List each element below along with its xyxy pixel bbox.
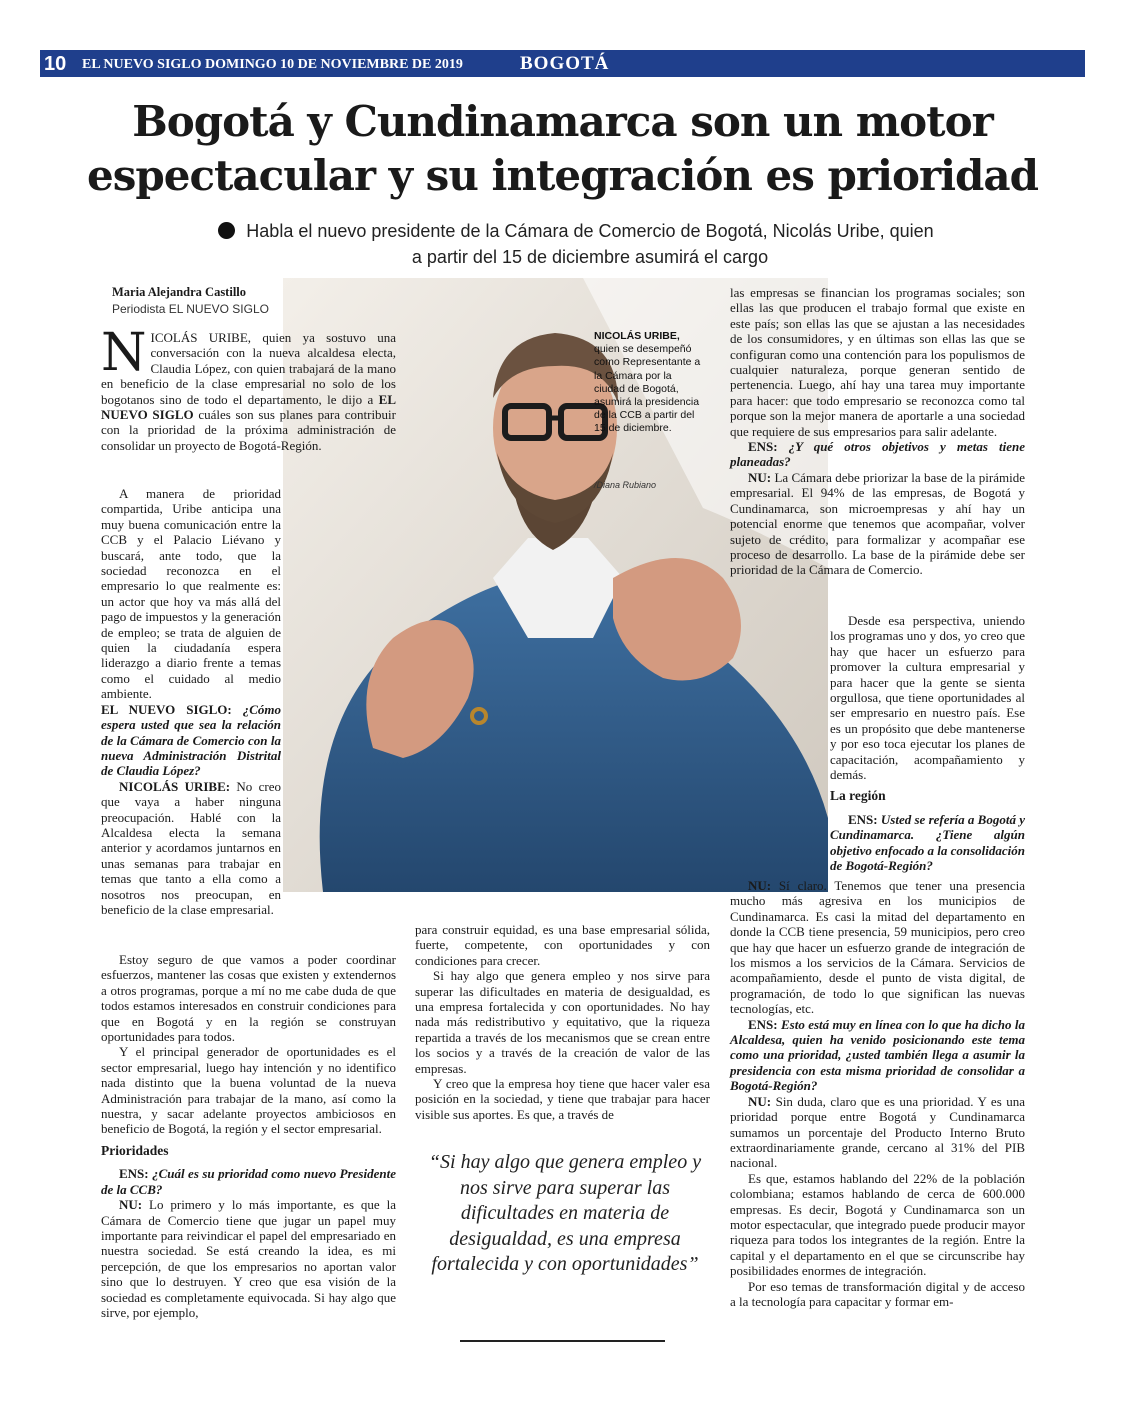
answer-text: Sí claro. Tenemos que tener una presencia mucho más agresiva en los municipios de Cundinamarca. Es casi la mitad del departamento en donde la CCB tiene presencia, 59 municipios, pero creo que hay que hacer un esfuerzo grande de integración de los mismos a los servicios de la Cámara. Servicios de acompañamiento, desde el punto de vista digital, de programación, de todo lo que significan las nuevas tecnologías, etc. [730,878,1025,1017]
question-label: ENS: [748,439,778,455]
question [730,1017,1025,1094]
section-heading: La región [830,788,886,804]
intro-bold: EL NUEVO SIGLO [101,391,396,423]
bullet-icon [218,222,235,239]
paragraph: Es que, estamos hablando del 22% de la población colombiana; estamos hablando de cerca de 600.000 empresas. Es decir, Bogotá y Cundinamarca son un motor espectacular, que integrado puede producir mayor riqueza para todos los integrantes de la región. Entre la capital y el departamento en el que se circunscribe hay posibilidades enormes de integración. [730,1170,1025,1279]
column-2 [415,922,710,1122]
column-1-mid [101,486,281,917]
question-text: Usted se refería a Bogotá y Cundinamarca. ¿Tiene algún objetivo enfocado a la consolidación de Bogotá-Región? [830,811,1025,874]
pull-quote-rule [460,1340,665,1342]
intro-lead: ICOLÁS URIBE, quien ya sostuvo una conversación con la nueva alcaldesa electa, Claudia López, con quien trabajará de la mano en beneficio de la clase empresarial no solo de los bogotanos sino de todo el departamento, le dijo a [101,330,396,407]
answer [101,1197,396,1320]
column-3-mid [830,613,1025,874]
intro-paragraph [101,323,396,453]
paper-dateline: EL NUEVO SIGLO DOMINGO 10 DE NOVIEMBRE DE 2019 [82,57,463,72]
answer-text: No creo que vaya a haber ninguna preocupación. Hablé con la Alcaldesa electa la semana anterior y acordamos juntarnos en unas semanas para trabajar en temas que tanto a ella como a nosotros nos preocupan, en beneficio de la clase empresarial. [101,778,281,917]
paragraph: para construir equidad, es una base empresarial sólida, fuerte, competente, con oportunidades y con condiciones para crecer. [415,922,710,968]
column-1 [101,323,396,453]
pull-quote: “Si hay algo que genera empleo y nos sirve para superar las dificultades en materia de desigualdad, es una empresa fortalecida y con oportunidades” [428,1151,702,1275]
question [830,812,1025,874]
caption-text: quien se desempeñó como Representante a la Cámara por la ciudad de Bogotá, asumirá la presidencia de la CCB a partir del 15 de diciembre. [594,343,701,435]
paragraph: Por eso temas de transformación digital y de acceso a la tecnología para capacitar y formar em- [730,1278,1025,1309]
photo-caption [594,330,704,436]
paragraph: Y creo que la empresa hoy tiene que hacer valer esa posición en la sociedad, y tiene que trabajar para hacer visible sus aportes. Es que, a través de [415,1076,710,1122]
question-label: ENS: [848,811,878,827]
dropcap: N [101,323,147,383]
headline: Bogotá y Cundinamarca son un motor espectacular y su integración es prioridad [86,97,1038,200]
question-text: ¿Y qué otros objetivos y metas tiene planeadas? [730,439,1025,470]
answer-label: NU: [748,469,772,485]
column-3 [730,285,1025,578]
answer [101,779,281,918]
photo-credit: /Diana Rubiano [594,480,657,490]
answer-label: NU: [748,878,772,893]
answer-text: Sin duda, claro que es una prioridad. Y es una prioridad porque entre Bogotá y Cundinamarca sumamos un porcentaje del Producto Interno Bruto extraordinariamente grande, cercano al 31% del PIB nacional. [730,1093,1025,1171]
answer [730,1094,1025,1171]
caption-name: NICOLÁS URIBE, [594,330,680,342]
paragraph: Desde esa perspectiva, uniendo los programas uno y dos, yo creo que hay que hacer un esfuerzo para promover la cultura empresarial y para hacer que la gente se sienta orgullosa, que tiene oportunidades al ser empresario en nuestro país. Ese es un propósito que debe mantenerse y por eso toca ejecutar los planes de capacitación, acompañamiento y demás. [830,613,1025,783]
question-text: Esto está muy en línea con lo que ha dicho la Alcaldesa, quien ha venido posicionando este tema como una prioridad, ¿usted también llega a asumir la presidencia con esta misma prioridad de consolidar a Bogotá-Región? [730,1016,1025,1094]
paragraph: Si hay algo que genera empleo y nos sirve para superar las dificultades en materia de desigualdad, es una empresa fortalecida y con oportunidades. No hay nada más redistributivo y equitativo, que la riqueza repartida a través de los mecanismos que se crean entre los socios y a través de la creación de valor de las empresas. [415,968,710,1076]
answer [730,878,1025,1017]
question-label: ENS: [748,1016,778,1032]
answer-text: Lo primero y lo más importante, es que la Cámara de Comercio tiene que jugar un papel muy importante para reivindicar el papel del empresariado en nuestra sociedad. Se está creando la idea, es mi percepción, de que los empresarios no aportan valor sino que lo destruyen. Y creo que esa visión de la sociedad es completamente equivocada. Si hay algo que sirve, por ejemplo, [101,1197,396,1320]
section-heading: Prioridades [101,1142,169,1158]
answer-label: NU: [748,1093,772,1109]
paragraph: A manera de prioridad compartida, Uribe anticipa una muy buena comunicación entre la CCB y el Palacio Liévano y buscará, ante todo, que la sociedad reconozca en el empresario lo que realmente es: un actor que hoy va más allá del pago de impuestos y la generación de empleo; se trata de alguien de quien la ciudadanía espera liderazgo a diario frente a temas como el cuidado al medio ambiente. [101,486,281,702]
answer-label: NU: [119,1197,143,1213]
answer [730,470,1025,578]
paragraph: las empresas se financian los programas sociales; son ellas las que producen el trabajo formal que existe en este país; son ellas las que se ajustan a las necesidades de los consumidores, y en últimas son ellas las que se configuran como una contención para los populismos de cualquier naturaleza, porque generan sentido de pertenencia. Luego, ahí hay una tarea muy importante para hacer: que todo empresario se reconozca como tal porque son la mejor manera de aportarle a una sociedad que requiere de sus empresarios para salir adelante. [730,285,1025,439]
byline-role: Periodista EL NUEVO SIGLO [112,302,269,316]
answer-label: NICOLÁS URIBE: [119,778,231,794]
question [101,1166,396,1197]
subhead: Habla el nuevo presidente de la Cámara de Comercio de Bogotá, Nicolás Uribe, quien a partir del 15 de diciembre asumirá el cargo [246,221,934,267]
paragraph: Estoy seguro de que vamos a poder coordinar esfuerzos, mantener las cosas que existen y extendernos a otros programas, porque a mí no me cabe duda de que todos estamos interesados en construir condiciones para que en Bogotá y en la región se construyan oportunidades para todos. [101,952,396,1045]
byline-author: Maria Alejandra Castillo [112,285,247,299]
section-title: BOGOTÁ [520,53,610,74]
column-3-bottom [730,878,1025,1309]
paragraph: Y el principal generador de oportunidades es el sector empresarial, luego hay intención y no identifico nada distinto que la buena voluntad de la nueva Administración para trabajar de la mano, así como la nuestra, y sacar adelante proyectos ambiciosos en beneficio de Bogotá, la región y el sector empresarial. [101,1044,396,1137]
answer-text: La Cámara debe priorizar la base de la pirámide empresarial. El 94% de las empresas, de Bogotá y Cundinamarca, son microempresas y ahí hay un potencial enorme que tenemos que acompañar, volver sujeto de crédito, para formalizar y acompañar ese proceso de desarrollo. La base de la pirámide debe ser prioridad de la Cámara de Comercio. [730,469,1025,578]
question-label: ENS: [119,1166,149,1182]
question [101,702,281,779]
question-text: ¿Cuál es su prioridad como nuevo Presidente de la CCB? [101,1166,396,1197]
intro-tail: cuáles son sus planes para contribuir con la prioridad de la próxima administración de consolidar un proyecto de Bogotá-Región. [101,407,396,453]
question-label: EL NUEVO SIGLO: [101,701,232,717]
question-text: ¿Cómo espera usted que sea la relación de la Cámara de Comercio con la nueva Administración Distrital de Claudia López? [101,701,281,779]
column-1-bottom [101,952,396,1320]
page-number: 10 [44,53,67,75]
question [730,439,1025,470]
